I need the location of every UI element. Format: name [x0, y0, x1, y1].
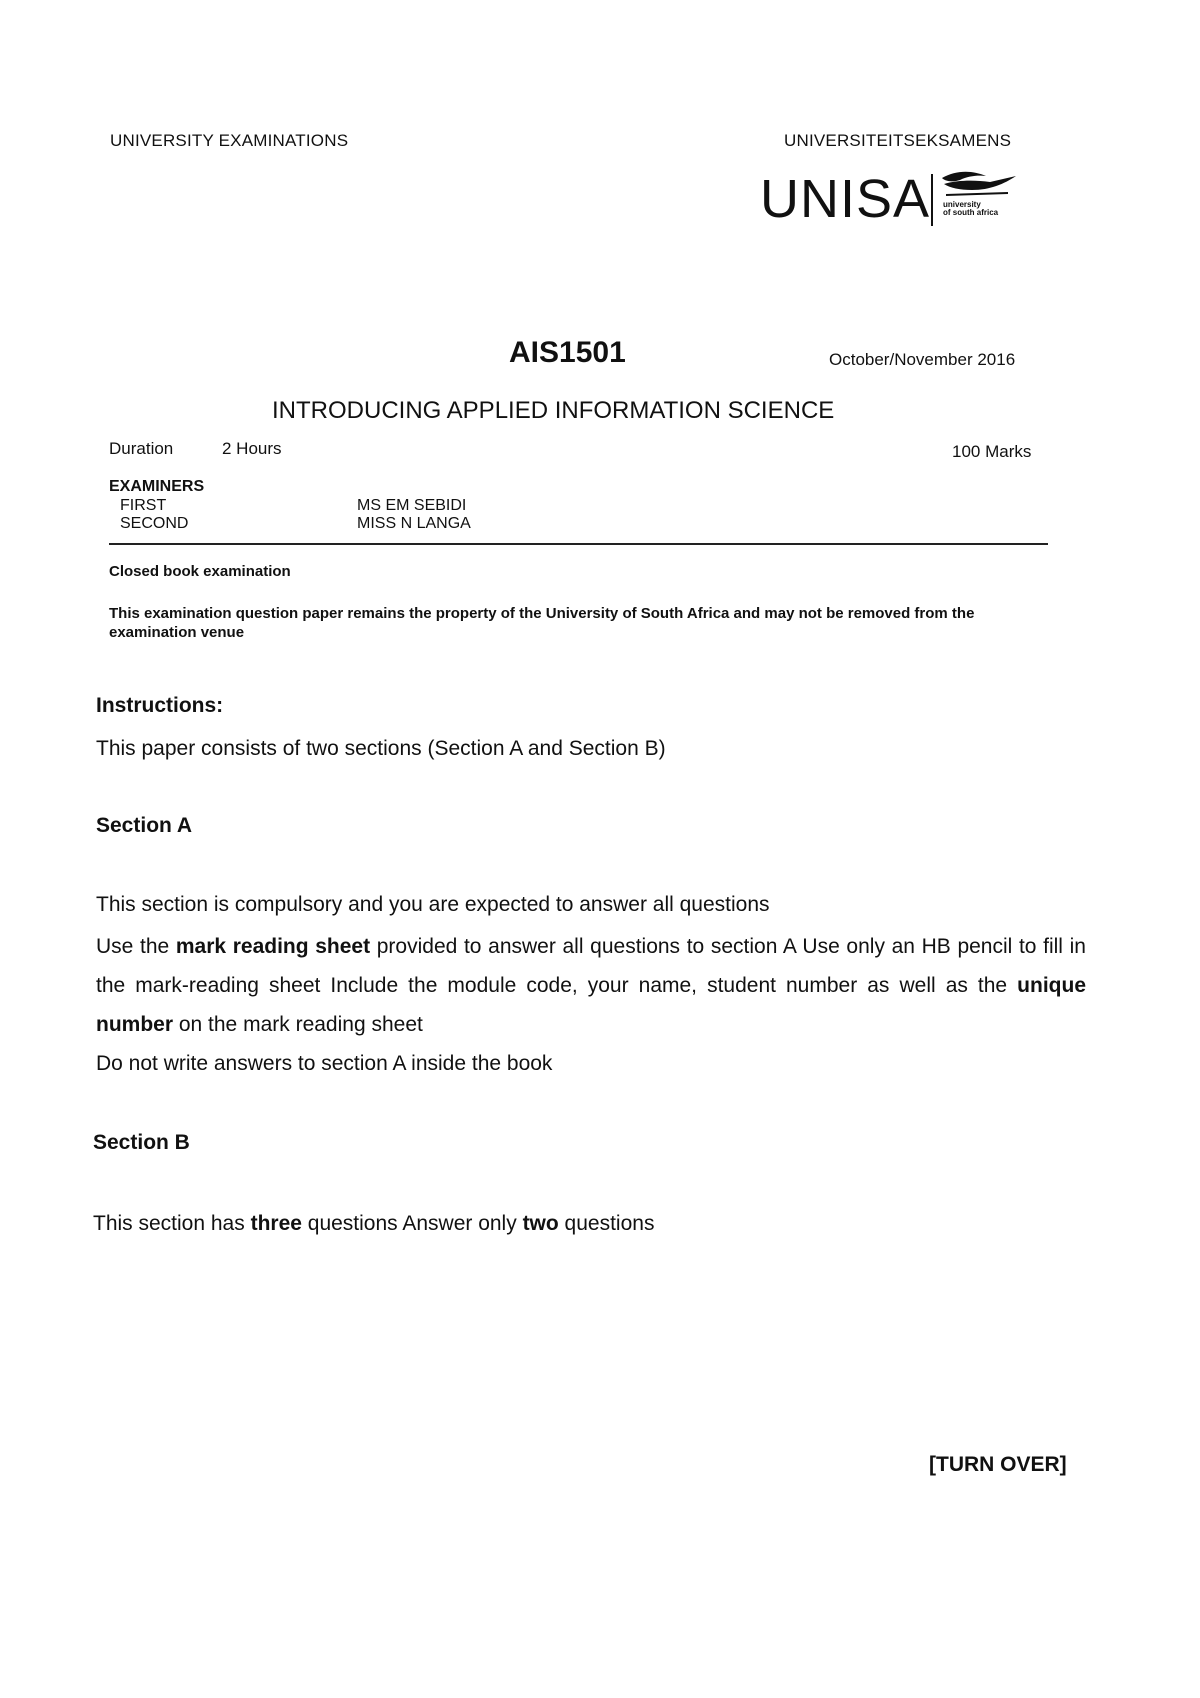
- section-a-mark-reading-instructions: [96, 927, 1086, 1044]
- logo-wordmark: UNISA: [760, 169, 931, 229]
- closed-book-notice: Closed book examination: [109, 563, 291, 580]
- emphasis-three: three: [250, 1212, 302, 1235]
- text-run: questions Answer only: [301, 1212, 523, 1235]
- logo-subtitle-line1: university: [943, 200, 981, 209]
- module-title: INTRODUCING APPLIED INFORMATION SCIENCE: [272, 397, 835, 424]
- section-a-heading: Section A: [96, 814, 193, 837]
- section-a-compulsory: This section is compulsory and you are expected to answer all questions: [96, 893, 770, 916]
- total-marks: 100 Marks: [952, 442, 1032, 461]
- bird-icon: [938, 170, 1018, 204]
- first-examiner-label: FIRST: [120, 497, 167, 514]
- section-b-instructions: [93, 1212, 654, 1236]
- property-notice: This examination question paper remains the property of the University of South Africa and may not be removed from the examination venue: [109, 605, 975, 641]
- duration-value: 2 Hours: [222, 439, 282, 458]
- text-run: Use the: [96, 935, 176, 958]
- duration-label: Duration: [109, 439, 174, 458]
- text-run: This section has: [93, 1212, 251, 1235]
- text-run: provided to answer all questions to section A Use only an HB pencil to fill in the mark-reading sheet Include the module code, your name, student number as well as the: [96, 935, 1086, 997]
- exam-date: October/November 2016: [829, 350, 1016, 369]
- section-a-no-answers-in-book: Do not write answers to section A inside the book: [96, 1052, 553, 1075]
- emphasis-two: two: [522, 1212, 559, 1235]
- logo-subtitle-line2: of south africa: [943, 208, 999, 217]
- turn-over-notice: [TURN OVER]: [929, 1453, 1067, 1476]
- logo-divider: [931, 174, 933, 226]
- logo-subtitle: [943, 201, 998, 217]
- section-b-heading: Section B: [93, 1131, 190, 1154]
- first-examiner-name: MS EM SEBIDI: [357, 497, 467, 514]
- instructions-text: This paper consists of two sections (Section A and Section B): [96, 737, 666, 760]
- second-examiner-name: MISS N LANGA: [357, 515, 471, 532]
- module-code: AIS1501: [509, 336, 626, 369]
- examiners-label: EXAMINERS: [109, 478, 205, 495]
- emphasis-mark-reading-sheet: mark reading sheet: [175, 935, 371, 958]
- unisa-logo: [760, 168, 1020, 238]
- second-examiner-label: SECOND: [120, 515, 189, 532]
- instructions-heading: Instructions:: [96, 694, 224, 717]
- header-divider: [109, 543, 1048, 545]
- text-run: questions: [558, 1212, 655, 1235]
- text-run: on the mark reading sheet: [173, 1013, 423, 1036]
- header-left: UNIVERSITY EXAMINATIONS: [110, 131, 349, 150]
- header-right: UNIVERSITEITSEKSAMENS: [784, 131, 1012, 150]
- emphasis-unique-number: unique number: [96, 974, 1086, 1036]
